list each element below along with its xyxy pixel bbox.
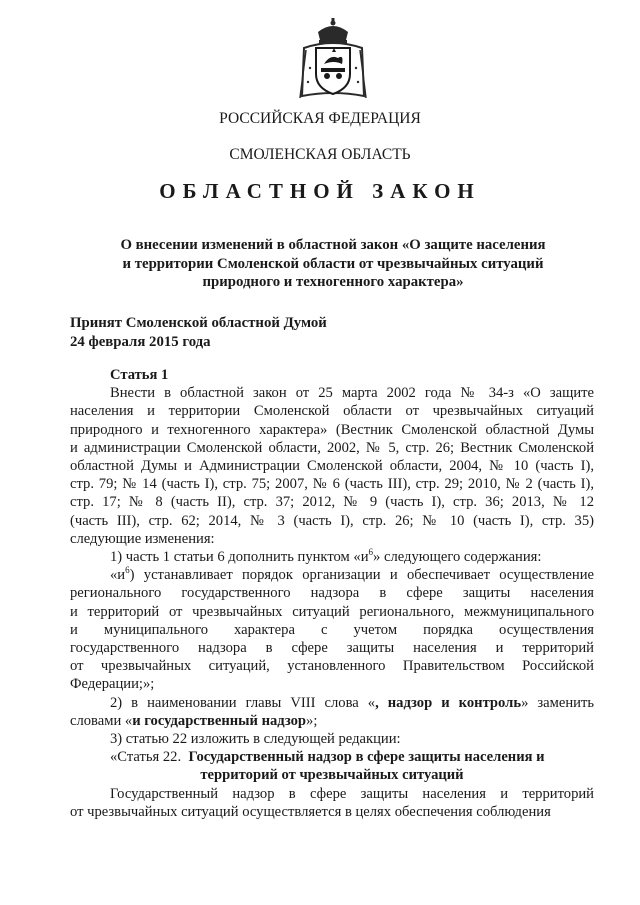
intro-line: областной Думы и Администрации Смоленской области, 2004, № 10 (часть I), <box>70 458 594 475</box>
coat-of-arms-icon <box>294 18 372 102</box>
intro-line: и администрации Смоленской области, 2002, № 5, стр. 26; Вестник Смоленской <box>70 439 594 456</box>
document-type: ОБЛАСТНОЙ ЗАКОН <box>159 179 481 203</box>
amendment-item-2-cont: словами «и государственный надзор»; <box>70 712 318 729</box>
law-title <box>100 236 566 292</box>
quote-line: и муниципального характера с учетом порядка осуществления <box>70 621 594 638</box>
country-name: РОССИЙСКАЯ ФЕДЕРАЦИЯ <box>219 110 421 127</box>
title-line: О внесении изменений в областной закон «О защите населения <box>120 237 546 253</box>
region-name: СМОЛЕНСКАЯ ОБЛАСТЬ <box>229 146 411 163</box>
amendment-item-2: 2) в наименовании главы VIII слова «, надзор и контроль» заменить <box>110 694 594 711</box>
intro-line: следующие изменения: <box>70 530 215 547</box>
title-line: и территории Смоленской области от чрезвычайных ситуаций <box>122 255 544 272</box>
final-line: Государственный надзор в сфере защиты населения и территорий <box>110 785 594 802</box>
article-22-heading: «Статья 22. Государственный надзор в сфере защиты населения и <box>110 749 545 766</box>
adopted-date: 24 февраля 2015 года <box>70 333 211 350</box>
adopted-by: Принят Смоленской областной Думой <box>70 315 327 331</box>
quote-line: от чрезвычайных ситуаций, установленного Правительством Российской <box>70 658 594 675</box>
amendment-item-1: 1) часть 1 статьи 6 дополнить пунктом «$и^6$» следующего содержания: <box>110 547 542 566</box>
article-body <box>70 366 594 821</box>
intro-line: Внести в областной закон от 25 марта 2002 года № 34-з «О защите <box>110 385 594 402</box>
intro-line: стр. 17; № 8 (часть II), стр. 37; 2012, № 9 (часть I), стр. 36; 2013, № 12 <box>70 494 594 511</box>
article-heading: Статья 1 <box>110 367 169 383</box>
quote-line: «$и^6$) устанавливает порядок организации и обеспечивает осуществление <box>110 565 594 584</box>
final-line: от чрезвычайных ситуаций осуществляется в целях обеспечения соблюдения <box>70 803 551 820</box>
quote-line: и территорий от чрезвычайных ситуаций регионального, межмуниципального <box>70 603 594 620</box>
quote-line: Федерации;»; <box>70 676 155 693</box>
intro-line: (часть III), стр. 62; 2014, № 3 (часть I), стр. 26; № 10 (часть I), стр. 35) <box>70 512 594 529</box>
intro-line: стр. 79; № 14 (часть I), стр. 75; 2007, № 6 (часть III), стр. 29; 2010, № 2 (часть I), <box>70 476 594 493</box>
adoption-info <box>70 314 327 351</box>
title-line: природного и техногенного характера» <box>202 274 464 290</box>
quote-line: регионального государственного надзора в сфере защиты населения <box>70 585 594 602</box>
amendment-item-3: 3) статью 22 изложить в следующей редакции: <box>110 731 401 748</box>
intro-line: природного и техногенного характера» (Вестник Смоленской областной Думы <box>70 421 594 438</box>
quote-line: государственного надзора в сфере защиты населения и территорий <box>70 640 594 657</box>
article-22-heading-cont: территорий от чрезвычайных ситуаций <box>200 767 464 784</box>
intro-line: населения и территории Смоленской области от чрезвычайных ситуаций <box>70 403 594 420</box>
